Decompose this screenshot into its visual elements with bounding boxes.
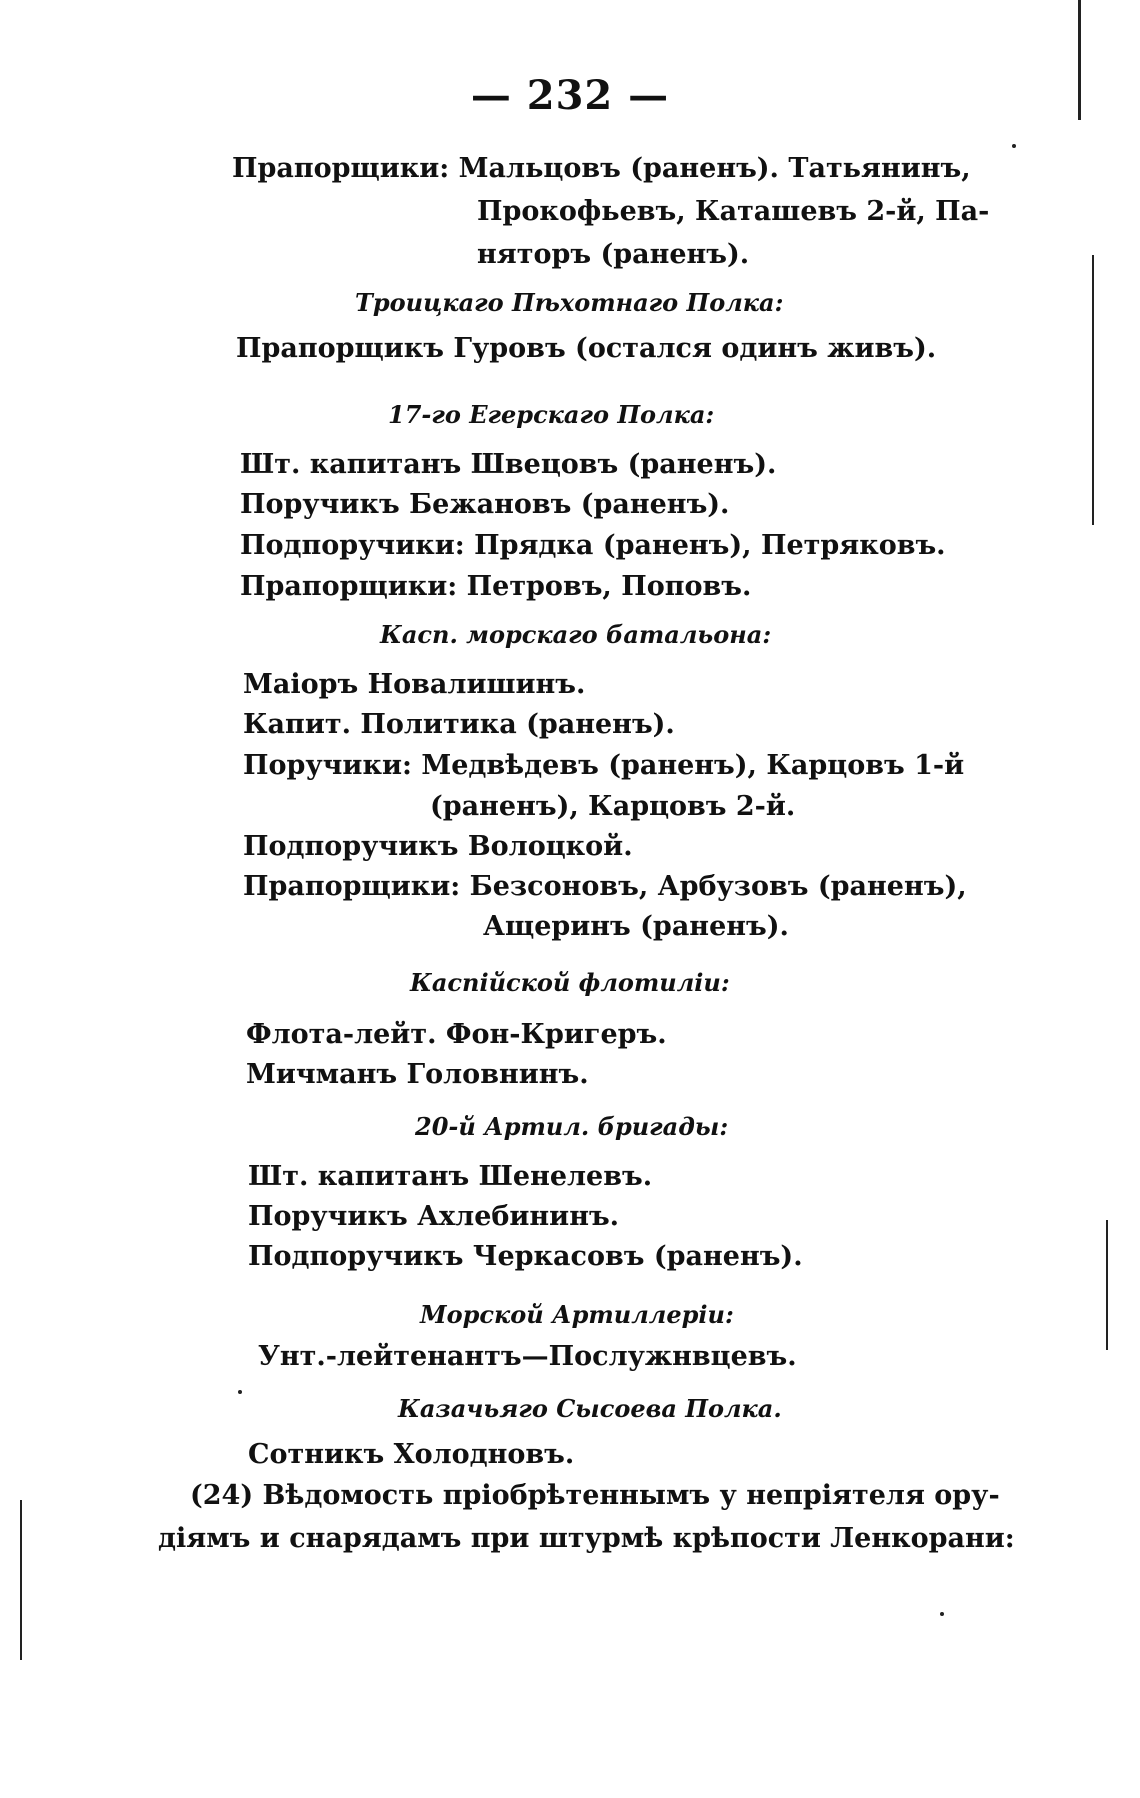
text-line: Поручики: Медвѣдевъ (раненъ), Карцовъ 1-й bbox=[243, 750, 965, 781]
text-line: Мичманъ Головнинъ. bbox=[246, 1059, 589, 1090]
section-heading: Троицкаго Пѣхотнаго Полка: bbox=[355, 288, 784, 317]
text-line: діямъ и снарядамъ при штурмѣ крѣпости Ленкорани: bbox=[158, 1523, 1015, 1554]
text-line: Поручикъ Бежановъ (раненъ). bbox=[240, 489, 730, 520]
section-heading: 17-го Егерскаго Полка: bbox=[388, 400, 715, 429]
text-line: Капит. Политика (раненъ). bbox=[243, 709, 675, 740]
text-line: Подпоручикъ Волоцкой. bbox=[243, 831, 633, 862]
text-line: Прапорщики: Мальцовъ (раненъ). Татьянинъ, bbox=[232, 153, 971, 184]
section-heading: Морской Артиллеріи: bbox=[420, 1300, 734, 1329]
text-line: Ащеринъ (раненъ). bbox=[483, 911, 789, 942]
text-line: Прапорщикъ Гуровъ (остался одинъ живъ). bbox=[236, 333, 937, 364]
section-heading: Каспійской флотиліи: bbox=[410, 968, 730, 997]
scan-speck bbox=[940, 1612, 944, 1616]
text-line: (24) Вѣдомость пріобрѣтеннымъ у непріятеля ору- bbox=[190, 1480, 1000, 1511]
text-line: Прапорщики: Петровъ, Поповъ. bbox=[240, 571, 752, 602]
text-line: Флота-лейт. Фон-Кригеръ. bbox=[246, 1019, 667, 1050]
text-line: Сотникъ Холодновъ. bbox=[248, 1439, 575, 1470]
text-line: Прокофьевъ, Каташевъ 2-й, Па- bbox=[477, 196, 990, 227]
text-line: Унт.-лейтенантъ—Послужнвцевъ. bbox=[258, 1341, 797, 1372]
section-heading: Казачьяго Сысоева Полка. bbox=[398, 1394, 782, 1423]
text-line: Маіоръ Новалишинъ. bbox=[243, 669, 586, 700]
scan-edge-line bbox=[1106, 1220, 1108, 1350]
section-heading: Касп. морскаго батальона: bbox=[380, 620, 772, 649]
scan-speck bbox=[238, 1390, 242, 1394]
section-heading: 20-й Артил. бригады: bbox=[415, 1112, 729, 1141]
text-line: Поручикъ Ахлебининъ. bbox=[248, 1201, 620, 1232]
text-line: Подпоручикъ Черкасовъ (раненъ). bbox=[248, 1241, 803, 1272]
page-number: — 232 — bbox=[470, 72, 670, 119]
scan-speck bbox=[1012, 144, 1016, 148]
text-line: (раненъ), Карцовъ 2-й. bbox=[430, 791, 796, 822]
text-line: няторъ (раненъ). bbox=[477, 239, 750, 270]
scan-edge-line bbox=[20, 1500, 22, 1660]
text-line: Прапорщики: Безсоновъ, Арбузовъ (раненъ), bbox=[243, 871, 967, 902]
text-line: Подпоручики: Прядка (раненъ), Петряковъ. bbox=[240, 530, 946, 561]
text-line: Шт. капитанъ Швецовъ (раненъ). bbox=[240, 449, 777, 480]
text-line: Шт. капитанъ Шенелевъ. bbox=[248, 1161, 653, 1192]
scan-edge-line bbox=[1092, 255, 1094, 525]
scan-edge-line bbox=[1078, 0, 1081, 120]
